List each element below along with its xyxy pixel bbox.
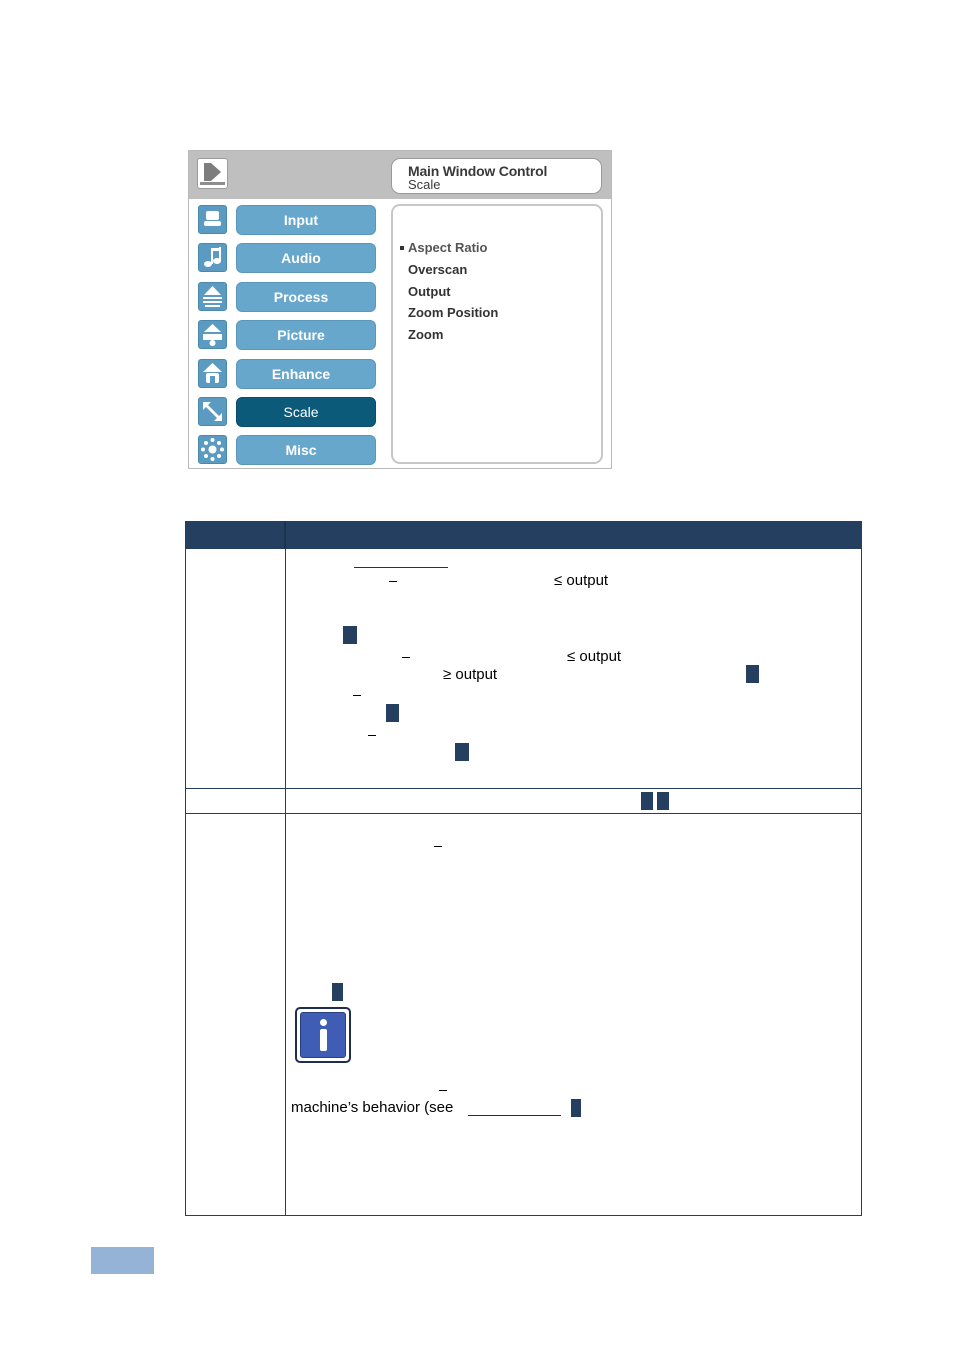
menu-button-label: Picture (277, 327, 325, 343)
option-aspect-ratio[interactable] (408, 240, 487, 255)
hyperlink-underline[interactable] (354, 567, 448, 568)
osd-title: Main Window Control (408, 163, 548, 179)
row-divider (186, 813, 861, 814)
row1-text-b: ≤ output (567, 648, 622, 665)
dash (439, 1090, 447, 1091)
selected-bullet-icon (400, 246, 404, 250)
page-number-tab (91, 1247, 154, 1274)
misc-icon[interactable] (198, 435, 227, 464)
menu-button-scale[interactable] (236, 397, 376, 427)
menu-button-audio[interactable] (236, 243, 376, 273)
redacted-mark (332, 983, 343, 1001)
option-label: Zoom (408, 327, 444, 342)
redacted-mark (455, 743, 469, 761)
menu-button-misc[interactable] (236, 435, 376, 465)
menu-button-enhance[interactable] (236, 359, 376, 389)
column-divider (285, 549, 286, 1215)
dash (353, 695, 361, 696)
option-overscan[interactable] (408, 262, 467, 277)
menu-button-label: Scale (283, 404, 319, 420)
row3-text-machine: machine’s behavior (see (291, 1099, 454, 1116)
redacted-mark (386, 704, 399, 722)
osd-screenshot (188, 150, 612, 469)
option-label: Aspect Ratio (408, 240, 488, 255)
option-zoom-position[interactable] (408, 305, 498, 320)
option-label: Overscan (408, 262, 468, 277)
dash (402, 657, 410, 658)
kramer-logo-icon (197, 158, 228, 189)
dash (368, 735, 376, 736)
music-note-icon[interactable] (198, 243, 227, 272)
menu-button-label: Misc (285, 442, 317, 458)
osd-title-box (391, 158, 602, 194)
scale-icon[interactable] (198, 397, 227, 426)
info-icon (295, 1007, 351, 1063)
hyperlink-underline[interactable] (468, 1115, 561, 1116)
header-divider (284, 521, 286, 549)
menu-button-label: Enhance (271, 366, 331, 382)
menu-button-picture[interactable] (236, 320, 376, 350)
redacted-mark (343, 626, 357, 644)
osd-header (189, 151, 611, 199)
enhance-icon[interactable] (198, 359, 227, 388)
picture-icon[interactable] (198, 320, 227, 349)
dash (434, 846, 442, 847)
dash (389, 581, 397, 582)
option-label: Output (408, 284, 451, 299)
menu-button-label: Audio (281, 250, 321, 266)
option-label: Zoom Position (408, 305, 499, 320)
table-header (185, 521, 862, 549)
menu-button-label: Input (283, 212, 319, 228)
menu-button-input[interactable] (236, 205, 376, 235)
process-icon[interactable] (198, 282, 227, 311)
input-icon[interactable] (198, 205, 227, 234)
row1-text-a: ≤ output (554, 572, 609, 589)
osd-options-panel (391, 204, 603, 464)
redacted-mark (641, 792, 653, 810)
row1-text-c: ≥ output (443, 666, 498, 683)
osd-subtitle: Scale (408, 177, 441, 192)
menu-button-process[interactable] (236, 282, 376, 312)
option-zoom[interactable] (408, 327, 443, 342)
menu-button-label: Process (273, 289, 329, 305)
row-divider (186, 788, 861, 789)
redacted-mark (657, 792, 669, 810)
redacted-mark (571, 1099, 581, 1117)
option-output[interactable] (408, 284, 451, 299)
redacted-mark (746, 665, 759, 683)
